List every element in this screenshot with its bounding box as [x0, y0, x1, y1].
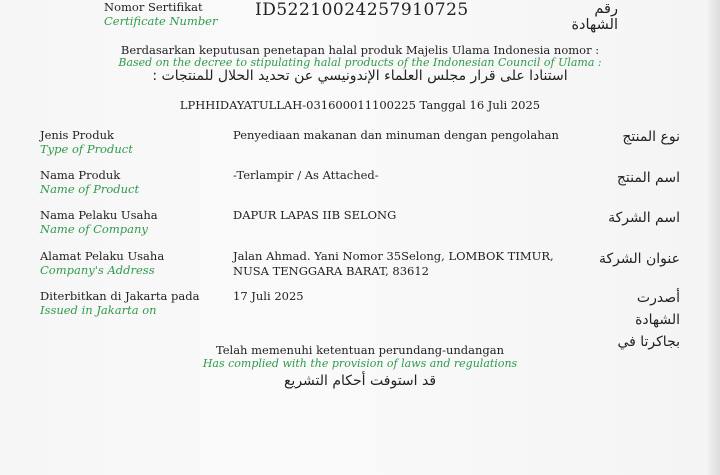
- company-address-label-id: Alamat Pelaku Usaha: [40, 249, 165, 263]
- issued-in-label-id: Diterbitkan di Jakarta pada: [40, 289, 200, 303]
- name-of-product-label-ar: اسم المنتج: [616, 170, 680, 186]
- name-of-company-value: DAPUR LAPAS IIB SELONG: [233, 208, 397, 222]
- type-of-product-label-en: Type of Product: [40, 142, 133, 156]
- certificate-number-label-ar: رقم الشهادة: [571, 1, 618, 33]
- issued-in-label: [40, 289, 199, 317]
- company-address-label-en: Company's Address: [40, 263, 155, 277]
- name-of-product-label-en: Name of Product: [40, 182, 140, 196]
- issued-in-label-ar-line-1: أصدرت الشهادة: [635, 290, 680, 328]
- type-of-product-label-ar: نوع المنتج: [622, 129, 680, 145]
- decree-reference: LPHHIDAYATULLAH-031600011100225 Tanggal 16 Juli 2025: [179, 98, 541, 112]
- compliance-text-id: Telah memenuhi ketentuan perundang-undangan: [215, 343, 505, 357]
- decree-text-ar: استنادا على قرار مجلس العلماء الإندونيسي عن تحديد الحلال للمنتجات :: [152, 68, 568, 84]
- company-address-line-2: NUSA TENGGARA BARAT, 83612: [233, 264, 429, 278]
- issued-in-label-en: Issued in Jakarta on: [40, 303, 157, 317]
- certificate-number: ID52210024257910725: [255, 0, 469, 20]
- compliance-text-ar: قد استوفت أحكام التشريع: [283, 373, 437, 389]
- certificate-number-label-id: Nomor Sertifikat: [104, 0, 203, 14]
- type-of-product-label-id: Jenis Produk: [40, 128, 114, 142]
- type-of-product-value: Penyediaan makanan dan minuman dengan pengolahan: [233, 128, 559, 142]
- name-of-company-label-en: Name of Company: [40, 222, 148, 236]
- company-address-line-1: Jalan Ahmad. Yani Nomor 35Selong, LOMBOK TIMUR,: [233, 249, 554, 263]
- issued-date-value: 17 Juli 2025: [233, 289, 304, 303]
- certificate-number-label: [104, 0, 218, 28]
- company-address-label: [40, 249, 164, 277]
- company-address-label-ar: عنوان الشركة: [599, 251, 680, 267]
- page-edge-shadow: [706, 0, 720, 475]
- name-of-product-label-id: Nama Produk: [40, 168, 121, 182]
- type-of-product-label: [40, 128, 133, 156]
- name-of-product-label: [40, 168, 139, 196]
- name-of-product-value: -Terlampir / As Attached-: [233, 168, 379, 182]
- name-of-company-label: [40, 208, 158, 236]
- issued-in-label-ar-line-2: بجاكرتا في: [617, 334, 680, 350]
- decree-text-id: Berdasarkan keputusan penetapan halal produk Majelis Ulama Indonesia nomor :: [120, 43, 600, 57]
- name-of-company-label-id: Nama Pelaku Usaha: [40, 208, 158, 222]
- name-of-company-label-ar: اسم الشركة: [608, 210, 680, 226]
- company-address-value: [233, 249, 573, 279]
- certificate-number-label-en: Certificate Number: [104, 14, 218, 28]
- compliance-text-en: Has complied with the provision of laws and regulations: [202, 357, 518, 370]
- decree-text-en: Based on the decree to stipulating halal products of the Indonesian Council of Ulama :: [118, 56, 602, 69]
